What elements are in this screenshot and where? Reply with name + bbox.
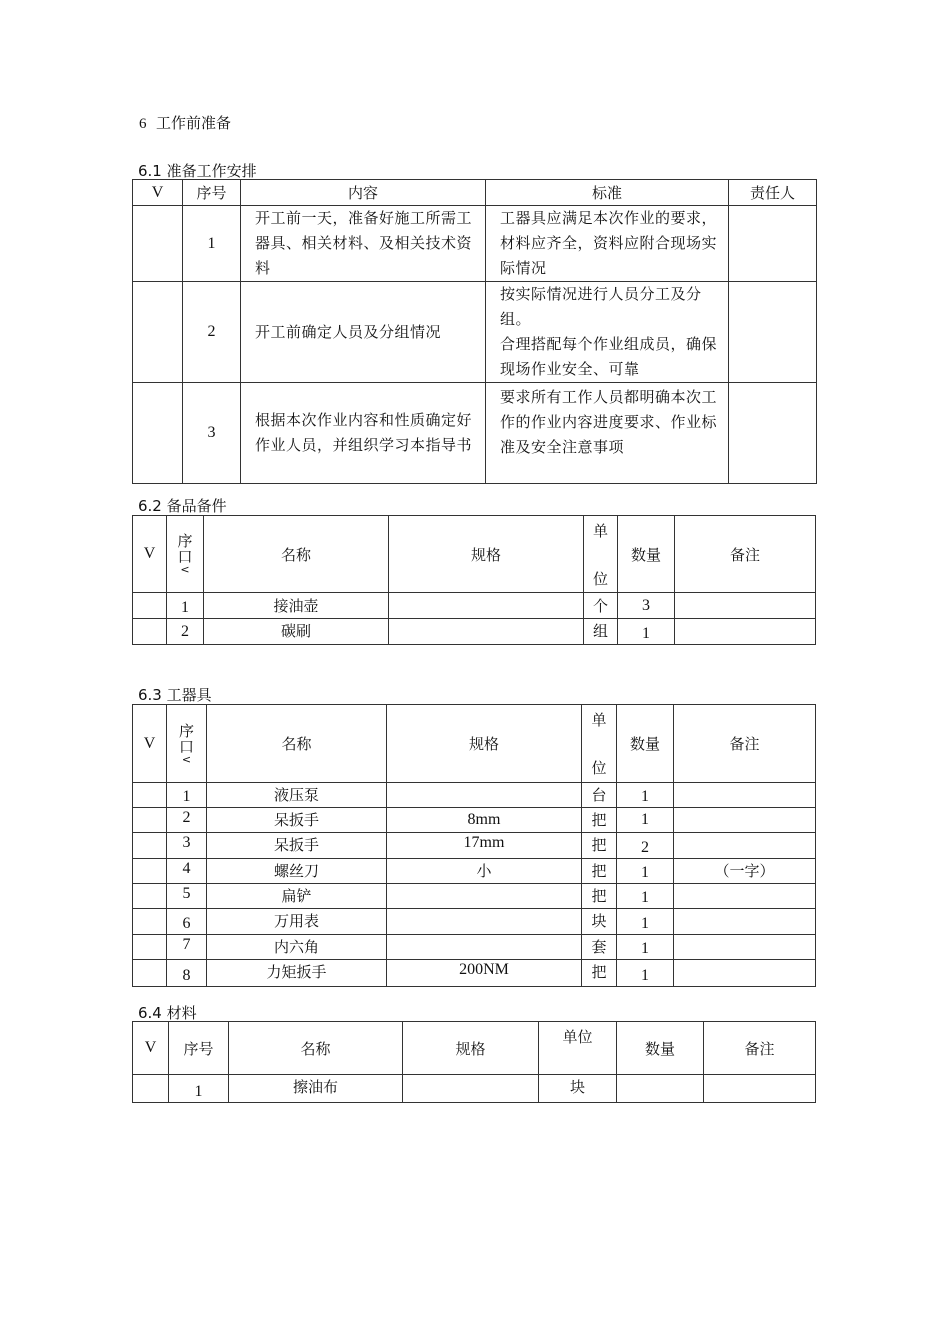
materials-table xyxy=(132,1021,816,1103)
name-header: 名称 xyxy=(204,516,389,593)
table-row xyxy=(133,833,816,859)
table-row xyxy=(133,884,816,909)
tools-table xyxy=(132,704,816,987)
table-row xyxy=(133,783,816,808)
seq-header xyxy=(167,516,204,593)
content-cell: 根据本次作业内容和性质确定好作业人员，并组织学习本指导书 xyxy=(241,383,486,484)
check-cell[interactable] xyxy=(133,1075,169,1103)
seq-header: 序号 xyxy=(183,180,241,206)
check-cell[interactable] xyxy=(133,593,167,619)
check-cell[interactable] xyxy=(133,960,167,987)
content-cell: 开工前一天，准备好施工所需工器具、相关材料、及相关技术资料 xyxy=(241,206,486,282)
name-cell: 力矩扳手 xyxy=(207,960,387,987)
seq-header-mark: < xyxy=(180,563,190,576)
check-cell[interactable] xyxy=(133,282,183,383)
spec-cell xyxy=(403,1075,539,1103)
unit-header-bottom: 位 xyxy=(592,569,608,588)
qty-cell: 1 xyxy=(617,884,674,909)
note-cell xyxy=(674,960,816,987)
qty-cell: 1 xyxy=(617,808,674,833)
check-cell[interactable] xyxy=(133,619,167,645)
seq-cell: 8 xyxy=(167,960,207,987)
name-header: 名称 xyxy=(207,705,387,783)
note-header: 备注 xyxy=(704,1022,816,1075)
check-cell[interactable] xyxy=(133,909,167,935)
name-header: 名称 xyxy=(229,1022,403,1075)
note-cell xyxy=(704,1075,816,1103)
unit-cell: 组 xyxy=(584,619,618,645)
seq-cell: 1 xyxy=(169,1075,229,1103)
spec-cell xyxy=(387,884,582,909)
note-cell xyxy=(674,909,816,935)
note-cell xyxy=(675,619,816,645)
check-cell[interactable] xyxy=(133,206,183,282)
qty-header: 数量 xyxy=(617,1022,704,1075)
note-header: 备注 xyxy=(675,516,816,593)
name-cell: 碳刷 xyxy=(204,619,389,645)
check-cell[interactable] xyxy=(133,859,167,884)
table-row xyxy=(133,859,816,884)
qty-header: 数量 xyxy=(618,516,675,593)
table-row xyxy=(133,960,816,987)
seq-header-label: 序口 xyxy=(178,721,194,756)
seq-cell: 1 xyxy=(167,783,207,808)
check-cell[interactable] xyxy=(133,383,183,484)
standard-line: 合理搭配每个作业组成员，确保现场作业安全、可靠 xyxy=(500,335,718,378)
table-row xyxy=(133,206,817,282)
standard-cell xyxy=(486,282,729,383)
seq-cell: 2 xyxy=(183,282,241,383)
seq-header-label: 序口 xyxy=(177,532,193,566)
check-cell[interactable] xyxy=(133,783,167,808)
check-header: V xyxy=(133,1022,169,1075)
qty-cell: 1 xyxy=(617,909,674,935)
spec-cell: 17mm xyxy=(387,833,582,859)
seq-cell: 3 xyxy=(183,383,241,484)
name-cell: 接油壶 xyxy=(204,593,389,619)
table-row xyxy=(133,593,816,619)
note-cell xyxy=(674,884,816,909)
standard-line: 按实际情况进行人员分工及分组。 xyxy=(500,285,702,328)
table-row xyxy=(133,282,817,383)
unit-cell: 个 xyxy=(584,593,618,619)
seq-cell: 2 xyxy=(167,808,207,833)
name-cell: 液压泵 xyxy=(207,783,387,808)
unit-header xyxy=(582,705,617,783)
unit-cell: 把 xyxy=(582,859,617,884)
unit-cell: 块 xyxy=(582,909,617,935)
subsection-title-6-3: 6.3 工器具 xyxy=(138,686,212,704)
section-heading xyxy=(139,114,231,133)
name-cell: 螺丝刀 xyxy=(207,859,387,884)
check-cell[interactable] xyxy=(133,833,167,859)
unit-header-top: 单 xyxy=(592,521,608,540)
subsection-title-6-1: 6.1 准备工作安排 xyxy=(138,162,257,180)
check-cell[interactable] xyxy=(133,935,167,960)
name-cell: 呆扳手 xyxy=(207,833,387,859)
qty-cell: 1 xyxy=(617,859,674,884)
unit-cell: 块 xyxy=(539,1075,617,1103)
name-cell: 内六角 xyxy=(207,935,387,960)
spec-cell xyxy=(387,909,582,935)
qty-cell: 3 xyxy=(618,593,675,619)
seq-cell: 1 xyxy=(183,206,241,282)
unit-cell: 把 xyxy=(582,833,617,859)
seq-cell: 3 xyxy=(167,833,207,859)
qty-cell: 1 xyxy=(617,935,674,960)
spec-cell: 200NM xyxy=(387,960,582,987)
spec-cell: 8mm xyxy=(387,808,582,833)
spec-cell xyxy=(389,593,584,619)
seq-cell: 2 xyxy=(167,619,204,645)
unit-cell: 把 xyxy=(582,808,617,833)
unit-header: 单位 xyxy=(539,1022,617,1075)
note-header: 备注 xyxy=(674,705,816,783)
note-cell xyxy=(674,808,816,833)
qty-cell: 2 xyxy=(617,833,674,859)
seq-header-mark: < xyxy=(181,752,192,766)
unit-cell: 把 xyxy=(582,960,617,987)
qty-cell: 1 xyxy=(617,960,674,987)
owner-cell xyxy=(729,206,817,282)
name-cell: 万用表 xyxy=(207,909,387,935)
spec-cell xyxy=(387,783,582,808)
spec-header: 规格 xyxy=(389,516,584,593)
seq-cell: 1 xyxy=(167,593,204,619)
seq-header: 序号 xyxy=(169,1022,229,1075)
note-cell: （一字） xyxy=(674,859,816,884)
check-header: V xyxy=(133,180,183,206)
note-cell xyxy=(674,783,816,808)
spec-cell xyxy=(389,619,584,645)
name-cell: 擦油布 xyxy=(229,1075,403,1103)
qty-cell: 1 xyxy=(618,619,675,645)
qty-cell xyxy=(617,1075,704,1103)
check-header: V xyxy=(133,516,167,593)
spec-cell: 小 xyxy=(387,859,582,884)
note-cell xyxy=(674,833,816,859)
spare-parts-table xyxy=(132,515,816,645)
unit-cell: 套 xyxy=(582,935,617,960)
owner-cell xyxy=(729,282,817,383)
table-row xyxy=(133,909,816,935)
unit-header-bottom: 位 xyxy=(591,759,607,777)
standard-cell: 工器具应满足本次作业的要求，材料应齐全，资料应附合现场实际情况 xyxy=(486,206,729,282)
owner-cell xyxy=(729,383,817,484)
name-cell: 呆扳手 xyxy=(207,808,387,833)
check-cell[interactable] xyxy=(133,884,167,909)
unit-header-top: 单 xyxy=(591,711,607,729)
subsection-title-6-4: 6.4 材料 xyxy=(138,1004,197,1022)
spec-header: 规格 xyxy=(387,705,582,783)
qty-cell: 1 xyxy=(617,783,674,808)
note-cell xyxy=(674,935,816,960)
table-row xyxy=(133,935,816,960)
unit-cell: 台 xyxy=(582,783,617,808)
qty-header: 数量 xyxy=(617,705,674,783)
standard-header: 标准 xyxy=(486,180,729,206)
seq-cell: 5 xyxy=(167,884,207,909)
section-number: 6 xyxy=(139,116,147,132)
content-cell: 开工前确定人员及分组情况 xyxy=(241,282,486,383)
spec-cell xyxy=(387,935,582,960)
seq-header xyxy=(167,705,207,783)
owner-header: 责任人 xyxy=(729,180,817,206)
check-cell[interactable] xyxy=(133,808,167,833)
content-header: 内容 xyxy=(241,180,486,206)
note-cell xyxy=(675,593,816,619)
seq-cell: 6 xyxy=(167,909,207,935)
seq-cell: 7 xyxy=(167,935,207,960)
table-row xyxy=(133,1075,816,1103)
section-title: 工作前准备 xyxy=(156,114,232,132)
table-row xyxy=(133,383,817,484)
standard-cell: 要求所有工作人员都明确本次工作的作业内容进度要求、作业标准及安全注意事项 xyxy=(486,383,729,484)
check-header: V xyxy=(133,705,167,783)
unit-cell: 把 xyxy=(582,884,617,909)
name-cell: 扁铲 xyxy=(207,884,387,909)
table-row xyxy=(133,808,816,833)
prep-work-table xyxy=(132,179,817,484)
seq-cell: 4 xyxy=(167,859,207,884)
spec-header: 规格 xyxy=(403,1022,539,1075)
table-row xyxy=(133,619,816,645)
subsection-title-6-2: 6.2 备品备件 xyxy=(138,497,227,515)
unit-header xyxy=(584,516,618,593)
